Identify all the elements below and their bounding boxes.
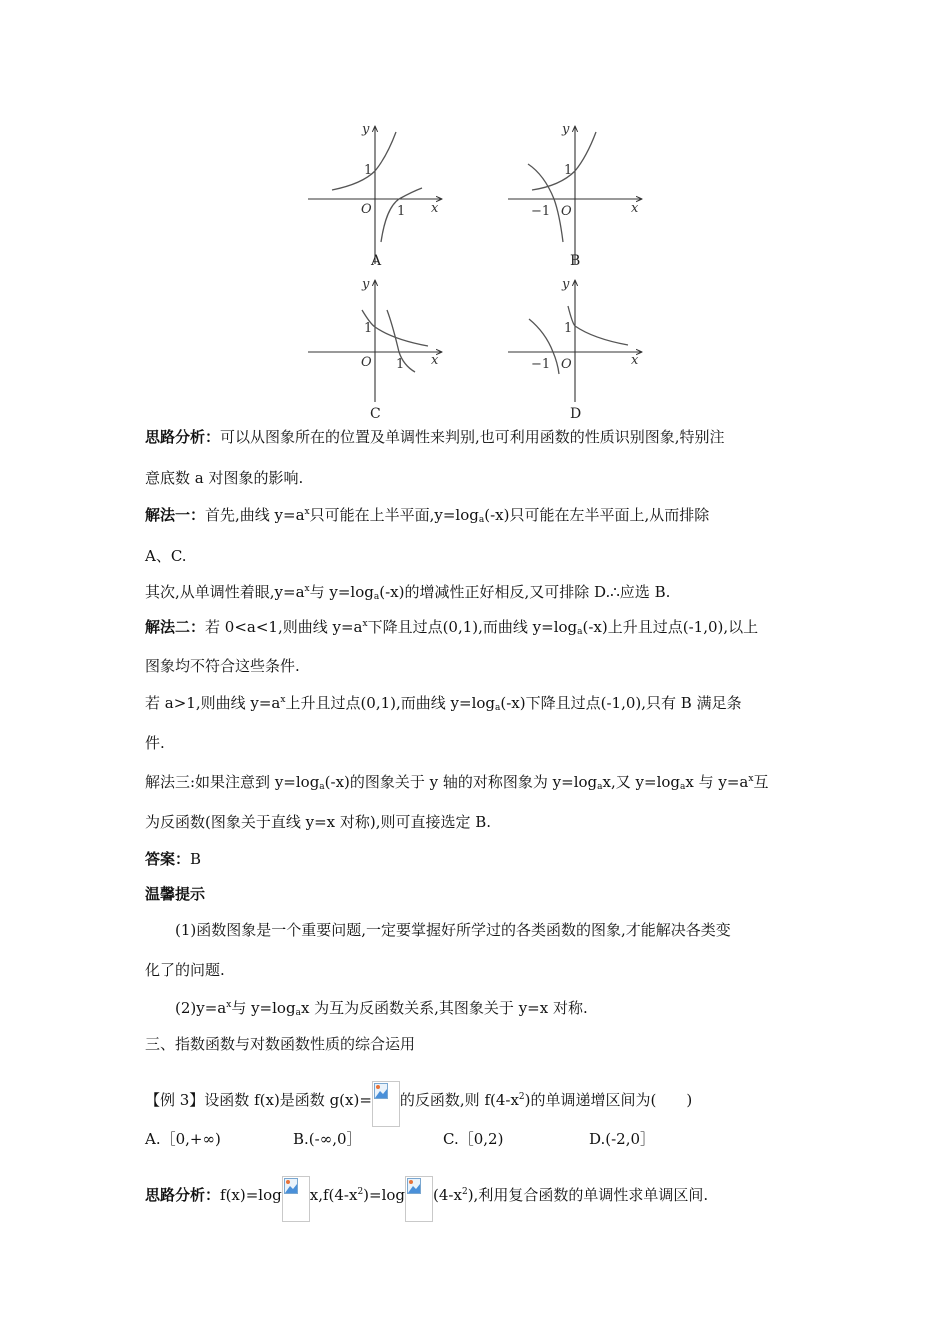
method3-text-e: 互 — [753, 773, 769, 791]
method1-line-1 — [145, 505, 709, 525]
example3-text-b: 的反函数,则 f(4-x — [399, 1091, 519, 1109]
graph-d-x-label: x — [631, 353, 639, 368]
graph-a-y-tick-1: 1 — [364, 163, 373, 178]
method2-sub: a — [577, 627, 583, 637]
method2-line3-b: 上升且过点(0,1),而曲线 y=log — [285, 694, 496, 712]
graph-c-origin-label: O — [361, 355, 372, 370]
graph-b-y-label: y — [562, 122, 570, 137]
graph-a — [308, 122, 442, 269]
graph-d-exp-curve — [568, 306, 628, 345]
example3-text-c: )的单调递增区间为( ) — [524, 1091, 693, 1109]
graph-c — [308, 277, 442, 422]
section3-title: 三、指数函数与对数函数性质的综合运用 — [145, 1035, 416, 1053]
analysis2-text-e: ),利用复合函数的单调性求单调区间. — [467, 1186, 709, 1204]
tips-p1-line-2: 化了的问题. — [145, 961, 225, 979]
graph-b-log-curve — [528, 164, 563, 242]
method3-text-a: 解法三:如果注意到 y=log — [145, 773, 320, 791]
graph-c-caption: C — [370, 406, 381, 422]
method2-sup: x — [362, 619, 368, 629]
tips-heading: 温馨提示 — [145, 885, 206, 903]
graph-d-caption: D — [570, 406, 582, 422]
method2-label: 解法二： — [145, 618, 206, 636]
method2-line3-sup: x — [280, 695, 286, 705]
option-c: C.［0,2) — [443, 1130, 504, 1148]
method3-text-c: x,又 y=log — [602, 773, 680, 791]
method1-line3-c: (-x)的增减性正好相反,又可排除 D.∴应选 B. — [379, 583, 671, 601]
tips-p2-line — [175, 998, 588, 1018]
example3-sup: 2 — [518, 1092, 525, 1102]
example3-text-a: 【例 3】设函数 f(x)是函数 g(x)= — [145, 1091, 372, 1109]
analysis2-sup-1: 2 — [357, 1187, 364, 1197]
method3-sub-2: a — [597, 782, 603, 792]
method3-line-1 — [145, 772, 768, 792]
analysis-line-2: 意底数 a 对图象的影响. — [145, 469, 304, 487]
graph-d — [508, 277, 642, 422]
graph-c-x-label: x — [431, 353, 439, 368]
method3-sub-1: a — [319, 782, 325, 792]
graph-b-origin-label: O — [561, 204, 572, 219]
method1-line3-b: 与 y=log — [309, 583, 374, 601]
option-d: D.(-2,0］ — [589, 1130, 656, 1148]
option-a: A.［0,+∞) — [145, 1130, 221, 1148]
graph-a-x-label: x — [431, 201, 439, 216]
method2-line-1 — [145, 617, 758, 637]
method1-label: 解法一： — [145, 506, 206, 524]
graph-a-caption: A — [371, 253, 382, 269]
analysis2-sup-2: 2 — [461, 1187, 468, 1197]
analysis2-text-c: )=log — [363, 1186, 406, 1204]
method1-line3-a: 其次,从单调性着眼,y=a — [145, 583, 305, 601]
graph-b — [508, 122, 642, 269]
tips-p2-sub: a — [295, 1008, 301, 1018]
method1-sup: x — [304, 507, 310, 517]
graph-c-y-tick-1: 1 — [364, 321, 373, 336]
method1-sub: a — [478, 515, 485, 525]
broken-image-icon — [407, 1178, 421, 1194]
graph-b-x-label: x — [631, 201, 639, 216]
graph-b-exp-curve — [532, 132, 596, 190]
analysis-line-1 — [145, 427, 725, 447]
graph-b-x-tick-neg1: −1 — [531, 204, 551, 219]
method1-line3-sup: x — [304, 584, 310, 594]
analysis-text-1: 可以从图象所在的位置及单调性来判别,也可利用函数的性质识别图象,特别注 — [220, 428, 725, 446]
method2-line3-a: 若 a>1,则曲线 y=a — [145, 694, 281, 712]
graph-d-origin-label: O — [561, 357, 572, 372]
tips-p1-line-1: (1)函数图象是一个重要问题,一定要掌握好所学过的各类函数的图象,才能解决各类变 — [175, 921, 731, 939]
graph-d-y-label: y — [562, 277, 570, 292]
graph-c-x-tick-1: 1 — [396, 357, 405, 372]
example3-line — [145, 1081, 692, 1127]
analysis2-line — [145, 1176, 708, 1222]
option-b: B.(-∞,0］ — [293, 1130, 362, 1148]
method3-text-b: (-x)的图象关于 y 轴的对称图象为 y=log — [324, 773, 598, 791]
method3-text-d: x 与 y=a — [685, 773, 749, 791]
method1-line-3 — [145, 582, 670, 602]
function-graphs-figure — [300, 114, 650, 426]
answer-value: B — [190, 850, 202, 868]
graph-a-exp-curve — [332, 132, 396, 190]
tips-p2-c: x 为互为反函数关系,其图象关于 y=x 对称. — [300, 999, 588, 1017]
method2-text-b: 下降且过点(0,1),而曲线 y=log — [367, 618, 578, 636]
broken-log-base-image-2 — [405, 1176, 433, 1222]
tips-p2-sup: x — [226, 1000, 232, 1010]
broken-log-base-image-1 — [282, 1176, 310, 1222]
analysis2-text-d: (4-x — [433, 1186, 462, 1204]
answer-line — [145, 849, 201, 869]
method3-sub-3: a — [680, 782, 686, 792]
graph-d-y-tick-1: 1 — [564, 321, 573, 336]
method1-line-2: A、C. — [145, 547, 187, 565]
method1-text-c: (-x)只可能在左半平面上,从而排除 — [484, 506, 710, 524]
method2-line-4: 件. — [145, 734, 165, 752]
broken-image-icon — [374, 1083, 388, 1099]
graph-a-x-tick-1: 1 — [397, 204, 406, 219]
method3-sup: x — [748, 774, 754, 784]
analysis2-label: 思路分析： — [145, 1186, 221, 1204]
graph-b-caption: B — [570, 253, 581, 269]
graph-c-y-label: y — [362, 277, 370, 292]
method2-line3-sub: a — [495, 703, 501, 713]
answer-label: 答案： — [145, 850, 191, 868]
graphs-svg — [300, 114, 650, 426]
method1-line3-sub: a — [373, 592, 380, 602]
analysis2-text-a: f(x)=log — [220, 1186, 282, 1204]
graph-d-x-tick-neg1: −1 — [531, 357, 551, 372]
analysis2-text-b: x,f(4-x — [309, 1186, 358, 1204]
tips-p2-a: (2)y=a — [175, 999, 227, 1017]
method2-text-c: (-x)上升且过点(-1,0),以上 — [582, 618, 759, 636]
method1-text-b: 只可能在上半平面,y=log — [309, 506, 479, 524]
method1-text-a: 首先,曲线 y=a — [205, 506, 305, 524]
method2-line-3 — [145, 693, 742, 713]
method2-text-a: 若 0<a<1,则曲线 y=a — [205, 618, 363, 636]
graph-a-origin-label: O — [361, 202, 372, 217]
method2-line-2: 图象均不符合这些条件. — [145, 657, 300, 675]
graph-b-y-tick-1: 1 — [564, 163, 573, 178]
method2-line3-c: (-x)下降且过点(-1,0),只有 B 满足条 — [500, 694, 742, 712]
broken-formula-image — [372, 1081, 400, 1127]
analysis-label: 思路分析： — [145, 428, 221, 446]
broken-image-icon — [284, 1178, 298, 1194]
tips-p2-b: 与 y=log — [231, 999, 296, 1017]
graph-a-y-label: y — [362, 122, 370, 137]
method3-line-2: 为反函数(图象关于直线 y=x 对称),则可直接选定 B. — [145, 813, 492, 831]
